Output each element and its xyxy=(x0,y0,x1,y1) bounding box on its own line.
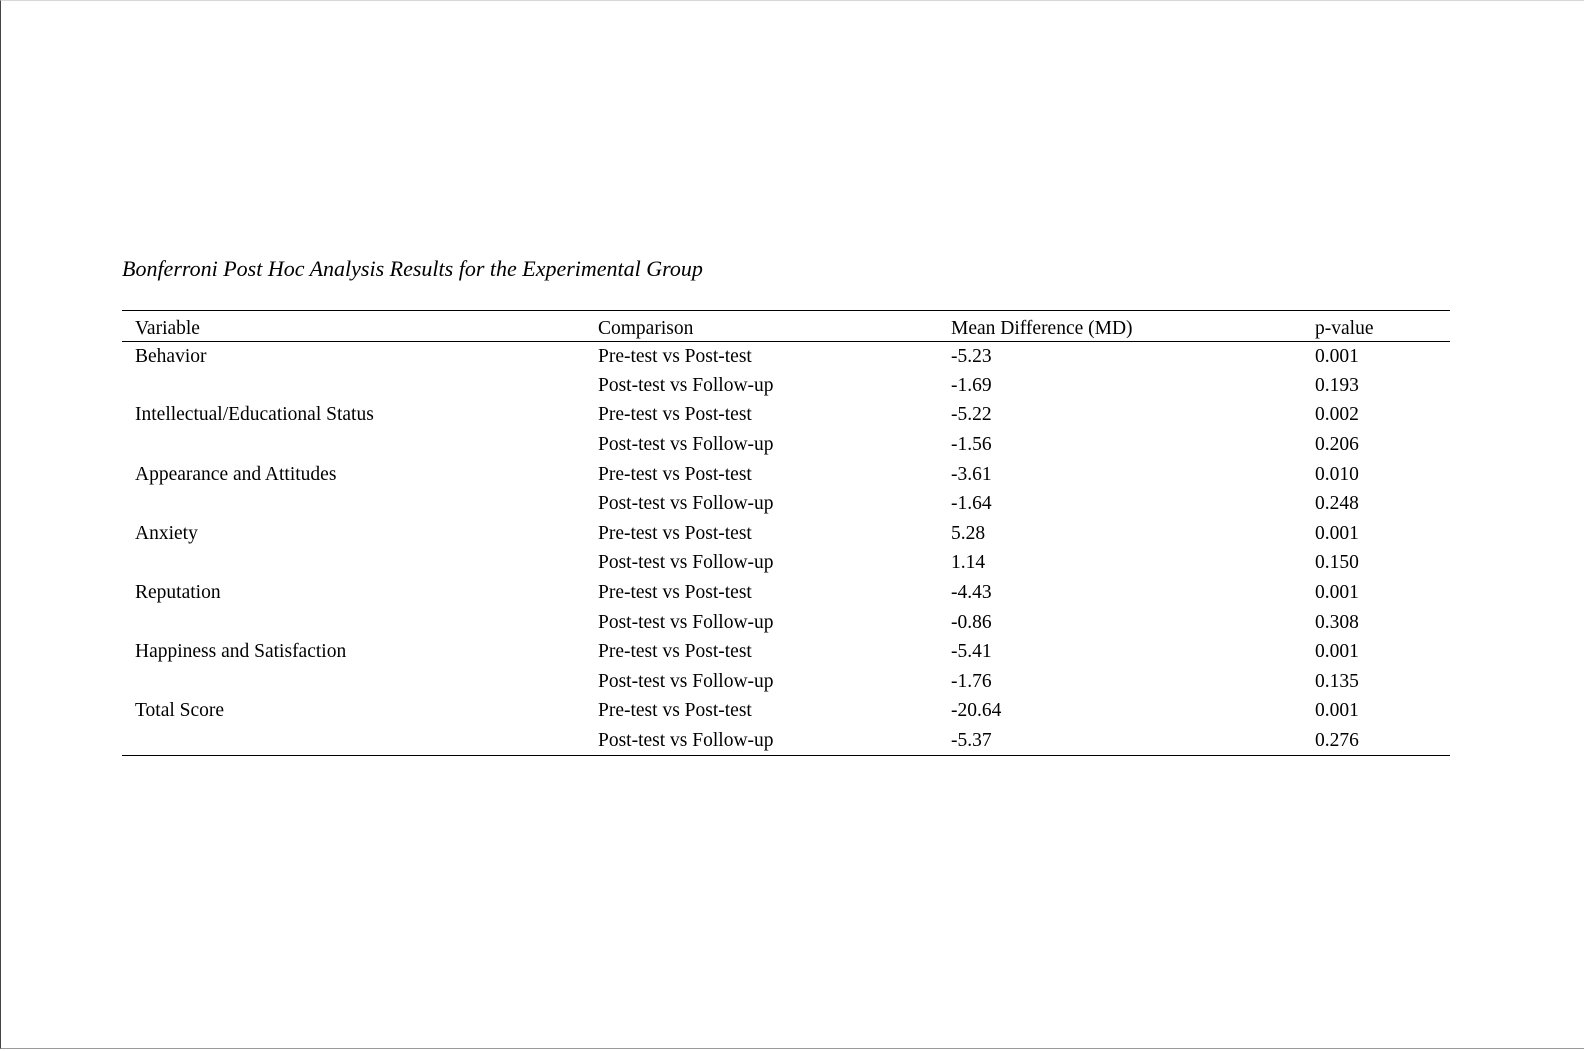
cell-comparison: Pre-test vs Post-test xyxy=(598,345,752,367)
cell-p-value: 0.135 xyxy=(1315,670,1359,692)
cell-comparison: Post-test vs Follow-up xyxy=(598,374,774,396)
table-row xyxy=(122,667,1450,697)
table-row xyxy=(122,460,1450,490)
cell-comparison: Pre-test vs Post-test xyxy=(598,700,752,722)
cell-comparison: Pre-test vs Post-test xyxy=(598,463,752,485)
cell-variable: Intellectual/Educational Status xyxy=(135,404,374,426)
cell-p-value: 0.276 xyxy=(1315,729,1359,751)
table-row xyxy=(122,371,1450,401)
table-row xyxy=(122,608,1450,638)
cell-variable: Happiness and Satisfaction xyxy=(135,641,347,663)
cell-variable xyxy=(122,430,598,460)
cell-mean-difference: -5.22 xyxy=(951,404,992,426)
cell-mean-difference: -1.76 xyxy=(951,670,992,692)
cell-mean-difference: -5.23 xyxy=(951,345,992,367)
cell-mean-difference: 1.14 xyxy=(951,552,986,574)
cell-comparison: Pre-test vs Post-test xyxy=(598,641,752,663)
cell-comparison: Post-test vs Follow-up xyxy=(598,434,774,456)
cell-comparison: Post-test vs Follow-up xyxy=(598,729,774,751)
cell-variable: Appearance and Attitudes xyxy=(135,463,337,485)
header-p-value: p-value xyxy=(1315,318,1374,339)
cell-p-value: 0.001 xyxy=(1315,641,1359,663)
cell-p-value: 0.308 xyxy=(1315,611,1359,633)
cell-mean-difference: -1.69 xyxy=(951,374,992,396)
cell-mean-difference: -20.64 xyxy=(951,700,1002,722)
cell-variable: Anxiety xyxy=(135,522,198,544)
header-comparison: Comparison xyxy=(598,318,694,339)
cell-p-value: 0.001 xyxy=(1315,522,1359,544)
table-title: Bonferroni Post Hoc Analysis Results for the Experimental Group xyxy=(122,256,703,281)
header-variable: Variable xyxy=(135,318,200,339)
cell-mean-difference: -4.43 xyxy=(951,582,992,604)
table-row xyxy=(122,519,1450,549)
cell-p-value: 0.002 xyxy=(1315,404,1359,426)
cell-variable: Total Score xyxy=(135,700,225,722)
table-row xyxy=(122,401,1450,431)
cell-p-value: 0.001 xyxy=(1315,345,1359,367)
cell-mean-difference: -1.64 xyxy=(951,493,992,515)
table-row xyxy=(122,489,1450,519)
cell-comparison: Post-test vs Follow-up xyxy=(598,493,774,515)
cell-mean-difference: 5.28 xyxy=(951,522,986,544)
cell-variable xyxy=(122,549,598,579)
cell-p-value: 0.001 xyxy=(1315,582,1359,604)
cell-comparison: Post-test vs Follow-up xyxy=(598,611,774,633)
table-row xyxy=(122,637,1450,667)
cell-comparison: Pre-test vs Post-test xyxy=(598,582,752,604)
cell-comparison: Post-test vs Follow-up xyxy=(598,552,774,574)
cell-variable: Behavior xyxy=(135,345,207,367)
cell-variable xyxy=(122,667,598,697)
cell-p-value: 0.010 xyxy=(1315,463,1359,485)
cell-comparison: Pre-test vs Post-test xyxy=(598,522,752,544)
cell-mean-difference: -1.56 xyxy=(951,434,992,456)
header-mean-difference: Mean Difference (MD) xyxy=(951,318,1133,339)
cell-mean-difference: -0.86 xyxy=(951,611,992,633)
table-row xyxy=(122,726,1450,756)
table-row xyxy=(122,342,1450,372)
cell-variable xyxy=(122,371,598,401)
cell-p-value: 0.001 xyxy=(1315,700,1359,722)
cell-variable xyxy=(122,608,598,638)
table-row xyxy=(122,430,1450,460)
cell-variable xyxy=(122,726,598,756)
cell-comparison: Pre-test vs Post-test xyxy=(598,404,752,426)
cell-p-value: 0.193 xyxy=(1315,374,1359,396)
cell-mean-difference: -5.37 xyxy=(951,729,992,751)
results-table xyxy=(122,310,1450,756)
table-row xyxy=(122,549,1450,579)
cell-p-value: 0.248 xyxy=(1315,493,1359,515)
cell-p-value: 0.150 xyxy=(1315,552,1359,574)
cell-mean-difference: -3.61 xyxy=(951,463,992,485)
cell-variable xyxy=(122,489,598,519)
table-row xyxy=(122,697,1450,727)
cell-comparison: Post-test vs Follow-up xyxy=(598,670,774,692)
cell-p-value: 0.206 xyxy=(1315,434,1359,456)
table-row xyxy=(122,578,1450,608)
cell-variable: Reputation xyxy=(135,582,221,604)
table-header-row xyxy=(122,311,1450,342)
cell-mean-difference: -5.41 xyxy=(951,641,992,663)
